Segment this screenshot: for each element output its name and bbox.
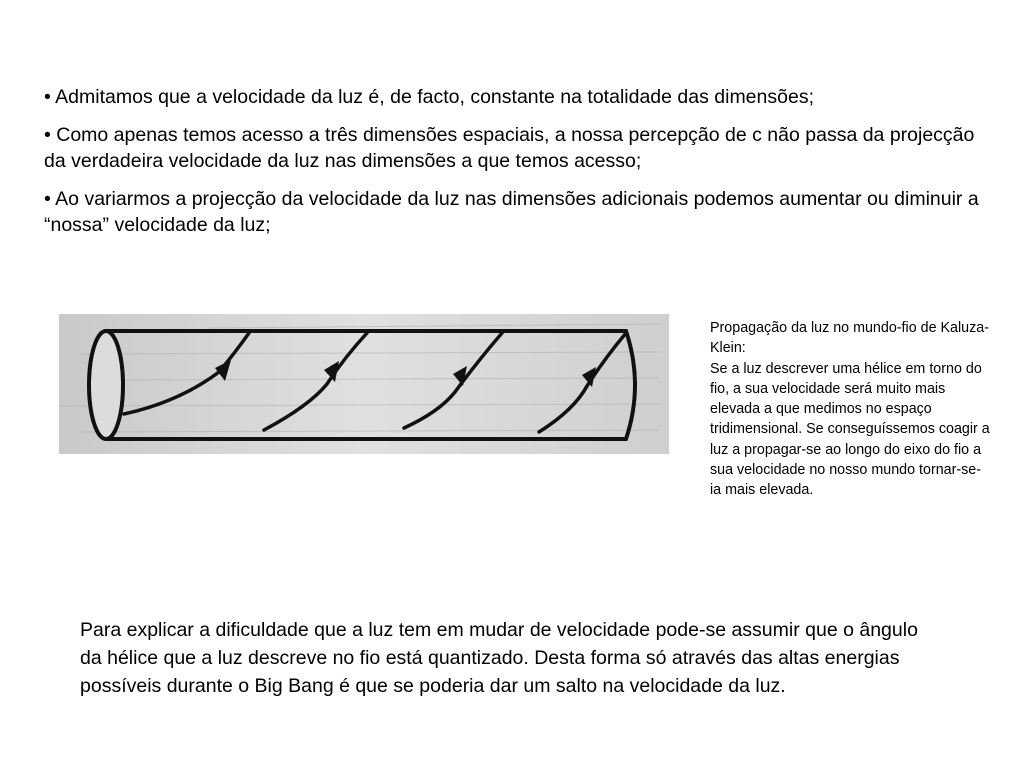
cylinder-helix-figure bbox=[59, 314, 669, 454]
bullet-list bbox=[44, 84, 984, 250]
figure-caption bbox=[710, 318, 990, 501]
caption-body: Se a luz descrever uma hélice em torno do fio, a sua velocidade será muito mais elevada a que medimos no espaço tridimensional. Se conseguíssemos coagir a luz a propagar-se ao longo do eixo do fio a sua velocidade no nosso mundo tornar-se-ia mais elevada. bbox=[710, 360, 990, 499]
cylinder-helix-illustration bbox=[59, 314, 669, 454]
bullet-item: • Como apenas temos acesso a três dimensões espaciais, a nossa percepção de c não passa da projecção da verdadeira velocidade da luz nas dimensões a que temos acesso; bbox=[44, 124, 975, 172]
bullet-item: • Admitamos que a velocidade da luz é, de facto, constante na totalidade das dimensões; bbox=[44, 86, 814, 108]
caption-title: Propagação da luz no mundo-fio de Kaluza-Klein: bbox=[710, 320, 989, 357]
bullet-item: • Ao variarmos a projecção da velocidade da luz nas dimensões adicionais podemos aumentar ou diminuir a “nossa” velocidade da luz; bbox=[44, 188, 979, 236]
explanation-paragraph: Para explicar a dificuldade que a luz tem em mudar de velocidade pode-se assumir que o ângulo da hélice que a luz descreve no fio está quantizado. Desta forma só através das altas energias possíveis durante o Big Bang é que se poderia dar um salto na velocidade da luz. bbox=[80, 618, 918, 697]
